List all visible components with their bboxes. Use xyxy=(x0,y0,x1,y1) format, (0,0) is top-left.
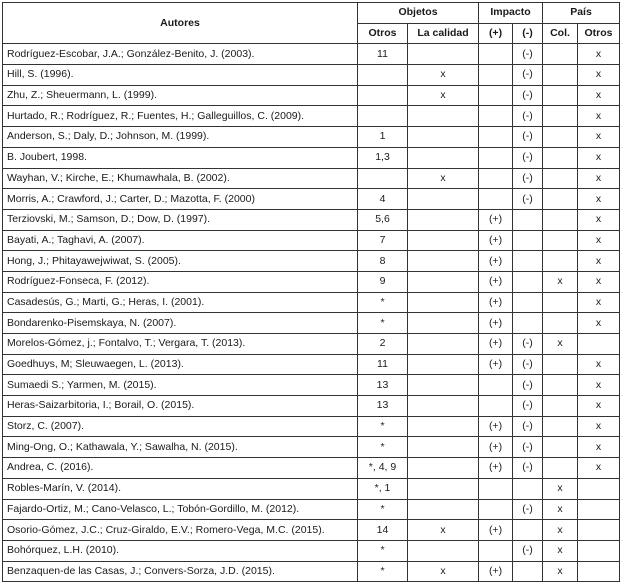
otros-cell xyxy=(358,106,408,127)
otros-header: Otros xyxy=(358,23,408,44)
pais-otros-cell: x xyxy=(578,416,620,437)
pais-otros-cell: x xyxy=(578,354,620,375)
calidad-cell xyxy=(408,106,479,127)
impacto-positivo-cell: (+) xyxy=(479,230,513,251)
table-row xyxy=(3,271,620,292)
pais-otros-cell xyxy=(578,540,620,561)
pais-otros-cell xyxy=(578,561,620,582)
objetos-header: Objetos xyxy=(358,3,479,24)
impacto-negativo-cell xyxy=(513,251,543,272)
impacto-positivo-cell: (+) xyxy=(479,561,513,582)
pais-col-cell: x xyxy=(543,561,578,582)
impacto-negativo-cell xyxy=(513,561,543,582)
table-row xyxy=(3,168,620,189)
calidad-cell xyxy=(408,313,479,334)
table-row xyxy=(3,292,620,313)
impacto-negativo-cell: (-) xyxy=(513,44,543,65)
impacto-negativo-cell: (-) xyxy=(513,65,543,86)
calidad-cell xyxy=(408,437,479,458)
calidad-cell xyxy=(408,458,479,479)
calidad-cell xyxy=(408,540,479,561)
la-calidad-header: La calidad xyxy=(408,23,479,44)
pais-col-cell xyxy=(543,127,578,148)
pais-otros-cell xyxy=(578,334,620,355)
impacto-negativo-cell: (-) xyxy=(513,499,543,520)
autores-header: Autores xyxy=(3,3,358,44)
otros-cell: 5,6 xyxy=(358,209,408,230)
author-cell: Andrea, C. (2016). xyxy=(3,458,358,479)
pais-otros-cell: x xyxy=(578,251,620,272)
calidad-cell xyxy=(408,271,479,292)
otros-cell: 13 xyxy=(358,375,408,396)
author-cell: Bondarenko-Pisemskaya, N. (2007). xyxy=(3,313,358,334)
table-row xyxy=(3,209,620,230)
pais-otros-cell: x xyxy=(578,292,620,313)
calidad-cell xyxy=(408,44,479,65)
table-row xyxy=(3,396,620,417)
pais-otros-cell: x xyxy=(578,375,620,396)
pais-col-cell: x xyxy=(543,499,578,520)
calidad-cell xyxy=(408,396,479,417)
table-row xyxy=(3,334,620,355)
impacto-negativo-cell: (-) xyxy=(513,396,543,417)
calidad-cell: x xyxy=(408,65,479,86)
impacto-positivo-cell: (+) xyxy=(479,520,513,541)
calidad-cell xyxy=(408,334,479,355)
impacto-positivo-cell: (+) xyxy=(479,251,513,272)
author-cell: Benzaquen-de las Casas, J.; Convers-Sorza, J.D. (2015). xyxy=(3,561,358,582)
otros-cell: 4 xyxy=(358,189,408,210)
impacto-positivo-cell xyxy=(479,168,513,189)
otros-cell: * xyxy=(358,437,408,458)
impacto-positivo-cell xyxy=(479,127,513,148)
pais-otros-cell: x xyxy=(578,127,620,148)
impacto-positivo-cell xyxy=(479,147,513,168)
impacto-negativo-cell: (-) xyxy=(513,334,543,355)
pais-otros-cell: x xyxy=(578,458,620,479)
calidad-cell xyxy=(408,478,479,499)
header-row-top xyxy=(3,3,620,24)
calidad-cell xyxy=(408,147,479,168)
pais-otros-cell: x xyxy=(578,313,620,334)
otros-pais-header: Otros xyxy=(578,23,620,44)
otros-cell: 2 xyxy=(358,334,408,355)
calidad-cell xyxy=(408,209,479,230)
table-row xyxy=(3,499,620,520)
impacto-negativo-cell xyxy=(513,230,543,251)
impacto-negativo-cell: (-) xyxy=(513,375,543,396)
table-row xyxy=(3,416,620,437)
otros-cell: 7 xyxy=(358,230,408,251)
impacto-negativo-cell xyxy=(513,292,543,313)
pais-otros-cell: x xyxy=(578,106,620,127)
impacto-negativo-cell xyxy=(513,520,543,541)
impacto-positivo-cell xyxy=(479,65,513,86)
pais-col-cell xyxy=(543,168,578,189)
impacto-negativo-cell: (-) xyxy=(513,540,543,561)
impacto-positivo-cell: (+) xyxy=(479,292,513,313)
author-cell: Ming-Ong, O.; Kathawala, Y.; Sawalha, N. (2015). xyxy=(3,437,358,458)
otros-cell: *, 4, 9 xyxy=(358,458,408,479)
otros-cell: 13 xyxy=(358,396,408,417)
author-cell: Casadesús, G.; Marti, G.; Heras, I. (2001). xyxy=(3,292,358,313)
pais-otros-cell: x xyxy=(578,65,620,86)
author-cell: Anderson, S.; Daly, D.; Johnson, M. (1999). xyxy=(3,127,358,148)
table-row xyxy=(3,85,620,106)
table-row xyxy=(3,375,620,396)
table-row xyxy=(3,354,620,375)
impacto-positivo-cell xyxy=(479,106,513,127)
table-row xyxy=(3,520,620,541)
author-cell: Rodríguez-Fonseca, F. (2012). xyxy=(3,271,358,292)
author-cell: B. Joubert, 1998. xyxy=(3,147,358,168)
table-row xyxy=(3,458,620,479)
calidad-cell xyxy=(408,292,479,313)
impacto-positivo-cell xyxy=(479,375,513,396)
author-cell: Storz, C. (2007). xyxy=(3,416,358,437)
calidad-cell xyxy=(408,189,479,210)
calidad-cell xyxy=(408,375,479,396)
pais-col-cell: x xyxy=(543,334,578,355)
author-cell: Wayhan, V.; Kirche, E.; Khumawhala, B. (2002). xyxy=(3,168,358,189)
table-row xyxy=(3,561,620,582)
otros-cell: * xyxy=(358,292,408,313)
calidad-cell xyxy=(408,127,479,148)
table-row xyxy=(3,127,620,148)
pais-col-cell: x xyxy=(543,271,578,292)
pais-col-cell xyxy=(543,44,578,65)
author-cell: Bohórquez, L.H. (2010). xyxy=(3,540,358,561)
author-cell: Robles-Marín, V. (2014). xyxy=(3,478,358,499)
impacto-negativo-cell xyxy=(513,271,543,292)
table-row xyxy=(3,189,620,210)
table-body xyxy=(3,44,620,582)
col-header: Col. xyxy=(543,23,578,44)
otros-cell: 1 xyxy=(358,127,408,148)
impacto-negativo-cell: (-) xyxy=(513,458,543,479)
calidad-cell xyxy=(408,251,479,272)
otros-cell: * xyxy=(358,561,408,582)
pais-col-cell xyxy=(543,354,578,375)
impacto-positivo-cell xyxy=(479,499,513,520)
table-row xyxy=(3,230,620,251)
pais-col-cell: x xyxy=(543,478,578,499)
pais-col-cell xyxy=(543,85,578,106)
pais-otros-cell: x xyxy=(578,396,620,417)
calidad-cell xyxy=(408,354,479,375)
table-row xyxy=(3,147,620,168)
impacto-positivo-cell: (+) xyxy=(479,458,513,479)
pais-col-cell xyxy=(543,230,578,251)
impacto-positivo-cell xyxy=(479,189,513,210)
impacto-positivo-cell: (+) xyxy=(479,209,513,230)
otros-cell: * xyxy=(358,416,408,437)
calidad-cell: x xyxy=(408,168,479,189)
otros-cell: 8 xyxy=(358,251,408,272)
otros-cell xyxy=(358,65,408,86)
otros-cell: * xyxy=(358,499,408,520)
author-cell: Bayati, A.; Taghavi, A. (2007). xyxy=(3,230,358,251)
pais-otros-cell: x xyxy=(578,168,620,189)
pais-otros-cell: x xyxy=(578,437,620,458)
pais-col-cell: x xyxy=(543,540,578,561)
impacto-positivo-cell xyxy=(479,478,513,499)
impacto-negativo-cell xyxy=(513,478,543,499)
pais-otros-cell xyxy=(578,499,620,520)
author-cell: Osorio-Gómez, J.C.; Cruz-Giraldo, E.V.; Romero-Vega, M.C. (2015). xyxy=(3,520,358,541)
pais-otros-cell: x xyxy=(578,271,620,292)
otros-cell xyxy=(358,168,408,189)
table-row xyxy=(3,313,620,334)
otros-cell: 11 xyxy=(358,44,408,65)
pais-otros-cell: x xyxy=(578,44,620,65)
table-row xyxy=(3,65,620,86)
impacto-negativo-cell: (-) xyxy=(513,416,543,437)
pais-col-cell xyxy=(543,65,578,86)
otros-cell: * xyxy=(358,313,408,334)
otros-cell: * xyxy=(358,540,408,561)
pais-col-cell xyxy=(543,189,578,210)
pais-col-cell xyxy=(543,396,578,417)
author-cell: Sumaedi S.; Yarmen, M. (2015). xyxy=(3,375,358,396)
pais-header: País xyxy=(543,3,620,24)
impacto-positivo-cell xyxy=(479,44,513,65)
pais-otros-cell: x xyxy=(578,209,620,230)
impacto-positivo-cell: (+) xyxy=(479,437,513,458)
pais-col-cell xyxy=(543,313,578,334)
author-cell: Hill, S. (1996). xyxy=(3,65,358,86)
impacto-positivo-cell: (+) xyxy=(479,334,513,355)
otros-cell: 11 xyxy=(358,354,408,375)
author-cell: Fajardo-Ortiz, M.; Cano-Velasco, L.; Tobón-Gordillo, M. (2012). xyxy=(3,499,358,520)
otros-cell: 1,3 xyxy=(358,147,408,168)
author-cell: Terziovski, M.; Samson, D.; Dow, D. (1997). xyxy=(3,209,358,230)
pais-col-cell xyxy=(543,416,578,437)
author-cell: Zhu, Z.; Sheuermann, L. (1999). xyxy=(3,85,358,106)
calidad-cell: x xyxy=(408,561,479,582)
table-row xyxy=(3,540,620,561)
impacto-negativo-cell: (-) xyxy=(513,85,543,106)
author-cell: Hurtado, R.; Rodríguez, R.; Fuentes, H.; Galleguillos, C. (2009). xyxy=(3,106,358,127)
pais-col-cell xyxy=(543,209,578,230)
otros-cell: *, 1 xyxy=(358,478,408,499)
impacto-negativo-cell: (-) xyxy=(513,147,543,168)
table-row xyxy=(3,251,620,272)
impacto-positivo-cell: (+) xyxy=(479,354,513,375)
impacto-negativo-cell: (-) xyxy=(513,354,543,375)
impacto-positivo-cell: (+) xyxy=(479,271,513,292)
impacto-positivo-cell: (+) xyxy=(479,416,513,437)
negativo-header: (-) xyxy=(513,23,543,44)
impacto-positivo-cell xyxy=(479,396,513,417)
author-cell: Morelos-Gómez, j.; Fontalvo, T.; Vergara, T. (2013). xyxy=(3,334,358,355)
pais-otros-cell xyxy=(578,520,620,541)
pais-otros-cell: x xyxy=(578,189,620,210)
otros-cell xyxy=(358,85,408,106)
impacto-positivo-cell xyxy=(479,85,513,106)
impacto-header: Impacto xyxy=(479,3,543,24)
table-row xyxy=(3,478,620,499)
otros-cell: 9 xyxy=(358,271,408,292)
impacto-positivo-cell xyxy=(479,540,513,561)
calidad-cell: x xyxy=(408,520,479,541)
author-cell: Rodríguez-Escobar, J.A.; González-Benito, J. (2003). xyxy=(3,44,358,65)
impacto-negativo-cell: (-) xyxy=(513,106,543,127)
calidad-cell xyxy=(408,499,479,520)
pais-col-cell xyxy=(543,437,578,458)
calidad-cell xyxy=(408,416,479,437)
author-cell: Hong, J.; Phitayawejwiwat, S. (2005). xyxy=(3,251,358,272)
otros-cell: 14 xyxy=(358,520,408,541)
positivo-header: (+) xyxy=(479,23,513,44)
pais-col-cell xyxy=(543,458,578,479)
pais-col-cell xyxy=(543,292,578,313)
author-cell: Goedhuys, M; Sleuwaegen, L. (2013). xyxy=(3,354,358,375)
pais-col-cell xyxy=(543,147,578,168)
authors-table xyxy=(2,2,620,582)
impacto-negativo-cell xyxy=(513,313,543,334)
pais-col-cell xyxy=(543,375,578,396)
impacto-negativo-cell xyxy=(513,209,543,230)
pais-otros-cell: x xyxy=(578,147,620,168)
author-cell: Heras-Saizarbitoria, I.; Borail, O. (2015). xyxy=(3,396,358,417)
impacto-negativo-cell: (-) xyxy=(513,168,543,189)
pais-col-cell xyxy=(543,251,578,272)
table-row xyxy=(3,44,620,65)
table-row xyxy=(3,106,620,127)
calidad-cell xyxy=(408,230,479,251)
calidad-cell: x xyxy=(408,85,479,106)
pais-col-cell: x xyxy=(543,520,578,541)
author-cell: Morris, A.; Crawford, J.; Carter, D.; Mazotta, F. (2000) xyxy=(3,189,358,210)
pais-col-cell xyxy=(543,106,578,127)
table-row xyxy=(3,437,620,458)
pais-otros-cell xyxy=(578,478,620,499)
impacto-negativo-cell: (-) xyxy=(513,189,543,210)
impacto-negativo-cell: (-) xyxy=(513,437,543,458)
impacto-positivo-cell: (+) xyxy=(479,313,513,334)
impacto-negativo-cell: (-) xyxy=(513,127,543,148)
pais-otros-cell: x xyxy=(578,85,620,106)
pais-otros-cell: x xyxy=(578,230,620,251)
